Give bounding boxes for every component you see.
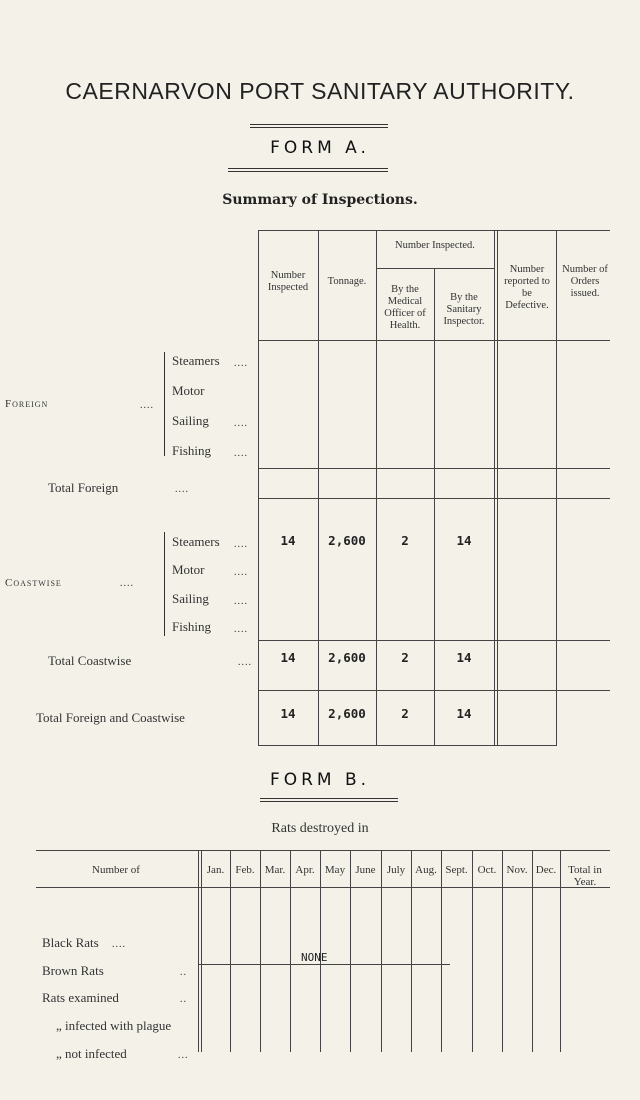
col-tonnage: Tonnage.: [327, 276, 367, 287]
coastwise-steamers-tonnage: 2,600: [328, 533, 366, 548]
brace: [164, 532, 165, 636]
coastwise-steamers-number: 14: [280, 533, 296, 548]
month-header: Sept.: [445, 864, 468, 876]
col-medical-officer: By the Medical Officer of Health.: [384, 284, 426, 331]
leader-dots: ....: [120, 578, 134, 589]
foreign-steamers-label: Steamers: [172, 353, 220, 368]
column-rule: [411, 850, 412, 1052]
form-b-subtitle: Rats destroyed in: [271, 821, 369, 836]
brace: [164, 352, 165, 456]
coastwise-sailing-label: Sailing: [172, 591, 209, 606]
column-rule: [260, 850, 261, 1052]
infected-with-plague-label: „ infected with plague: [56, 1018, 172, 1033]
divider: [260, 798, 398, 802]
leader-dots: ....: [238, 657, 252, 668]
leader-dots: ....: [234, 567, 248, 578]
coastwise-steamers-label: Steamers: [172, 534, 220, 549]
leader-dots: ....: [234, 448, 248, 459]
column-rule: [472, 850, 473, 1052]
column-rule: [502, 850, 503, 1052]
col-sanitary-inspector: By the Sanitary Inspector.: [443, 292, 485, 327]
form-a-subtitle: Summary of Inspections.: [222, 192, 418, 208]
total-coastwise-tonnage: 2,600: [328, 650, 366, 665]
month-header: Nov.: [506, 864, 528, 876]
form-a-heading: FORM A.: [270, 138, 370, 158]
coastwise-fishing-label: Fishing: [172, 619, 212, 634]
rats-examined-label: Rats examined: [42, 990, 119, 1005]
month-header: May: [324, 864, 346, 876]
divider: [250, 124, 388, 128]
leader-dots: ....: [234, 624, 248, 635]
leader-dots: ....: [234, 358, 248, 369]
leader-dots: ....: [234, 418, 248, 429]
total-coastwise-medical: 2: [401, 650, 409, 665]
black-rats-label: Black Rats: [42, 935, 99, 950]
form-b-heading: FORM B.: [269, 770, 371, 790]
page-title: CAERNARVON PORT SANITARY AUTHORITY.: [65, 78, 575, 104]
leader-dots: ....: [175, 484, 189, 495]
month-header: Dec.: [535, 864, 557, 876]
column-rule: [532, 850, 533, 1052]
month-header: Apr.: [295, 864, 315, 876]
foreign-label: Foreign: [5, 398, 49, 410]
coastwise-label: Coastwise: [5, 577, 62, 589]
coastwise-motor-label: Motor: [172, 562, 205, 577]
total-coastwise-label: Total Coastwise: [48, 653, 132, 668]
coastwise-steamers-sanitary: 14: [456, 533, 472, 548]
foreign-sailing-label: Sailing: [172, 413, 209, 428]
grand-total-number: 14: [280, 706, 296, 721]
grand-total-sanitary: 14: [456, 706, 472, 721]
total-foreign-label: Total Foreign: [48, 480, 119, 495]
leader-dots: ....: [140, 400, 154, 411]
col-orders: Number of Orders issued.: [562, 264, 608, 299]
total-in-year-header: Total in Year.: [568, 864, 602, 888]
col-defective: Number reported to be Defective.: [504, 264, 550, 311]
total-coastwise-number: 14: [280, 650, 296, 665]
column-rule: [381, 850, 382, 1052]
brown-rats-label: Brown Rats: [42, 963, 104, 978]
column-rule: [441, 850, 442, 1052]
total-coastwise-sanitary: 14: [456, 650, 472, 665]
divider: [228, 168, 388, 172]
column-rule: [290, 850, 291, 1052]
month-header: Jan.: [206, 864, 225, 876]
grand-total-label: Total Foreign and Coastwise: [36, 710, 185, 725]
leader-dots: ....: [234, 539, 248, 550]
month-header: Aug.: [415, 864, 437, 876]
month-header: June: [355, 864, 376, 876]
foreign-fishing-label: Fishing: [172, 443, 212, 458]
leader-dots: ....: [234, 596, 248, 607]
grand-total-tonnage: 2,600: [328, 706, 366, 721]
leader-dots: ....: [112, 939, 126, 950]
col-number-inspected: Number Inspected: [267, 270, 309, 293]
coastwise-steamers-medical: 2: [401, 533, 409, 548]
col-number-inspected-group: Number Inspected.: [395, 240, 475, 251]
foreign-motor-label: Motor: [172, 383, 205, 398]
leader-dots: ...: [178, 1050, 189, 1061]
number-of-header: Number of: [92, 864, 140, 876]
leader-dots: ..: [180, 994, 187, 1005]
month-header: Mar.: [264, 864, 286, 876]
not-infected-label: „ not infected: [56, 1046, 127, 1061]
column-rule: [350, 850, 351, 1052]
column-rule: [230, 850, 231, 1052]
month-header: July: [386, 864, 406, 876]
leader-dots: ..: [180, 967, 187, 978]
month-header: Oct.: [477, 864, 497, 876]
month-header: Feb.: [235, 864, 255, 876]
grand-total-medical: 2: [401, 706, 409, 721]
none-label: NONE: [301, 951, 328, 964]
